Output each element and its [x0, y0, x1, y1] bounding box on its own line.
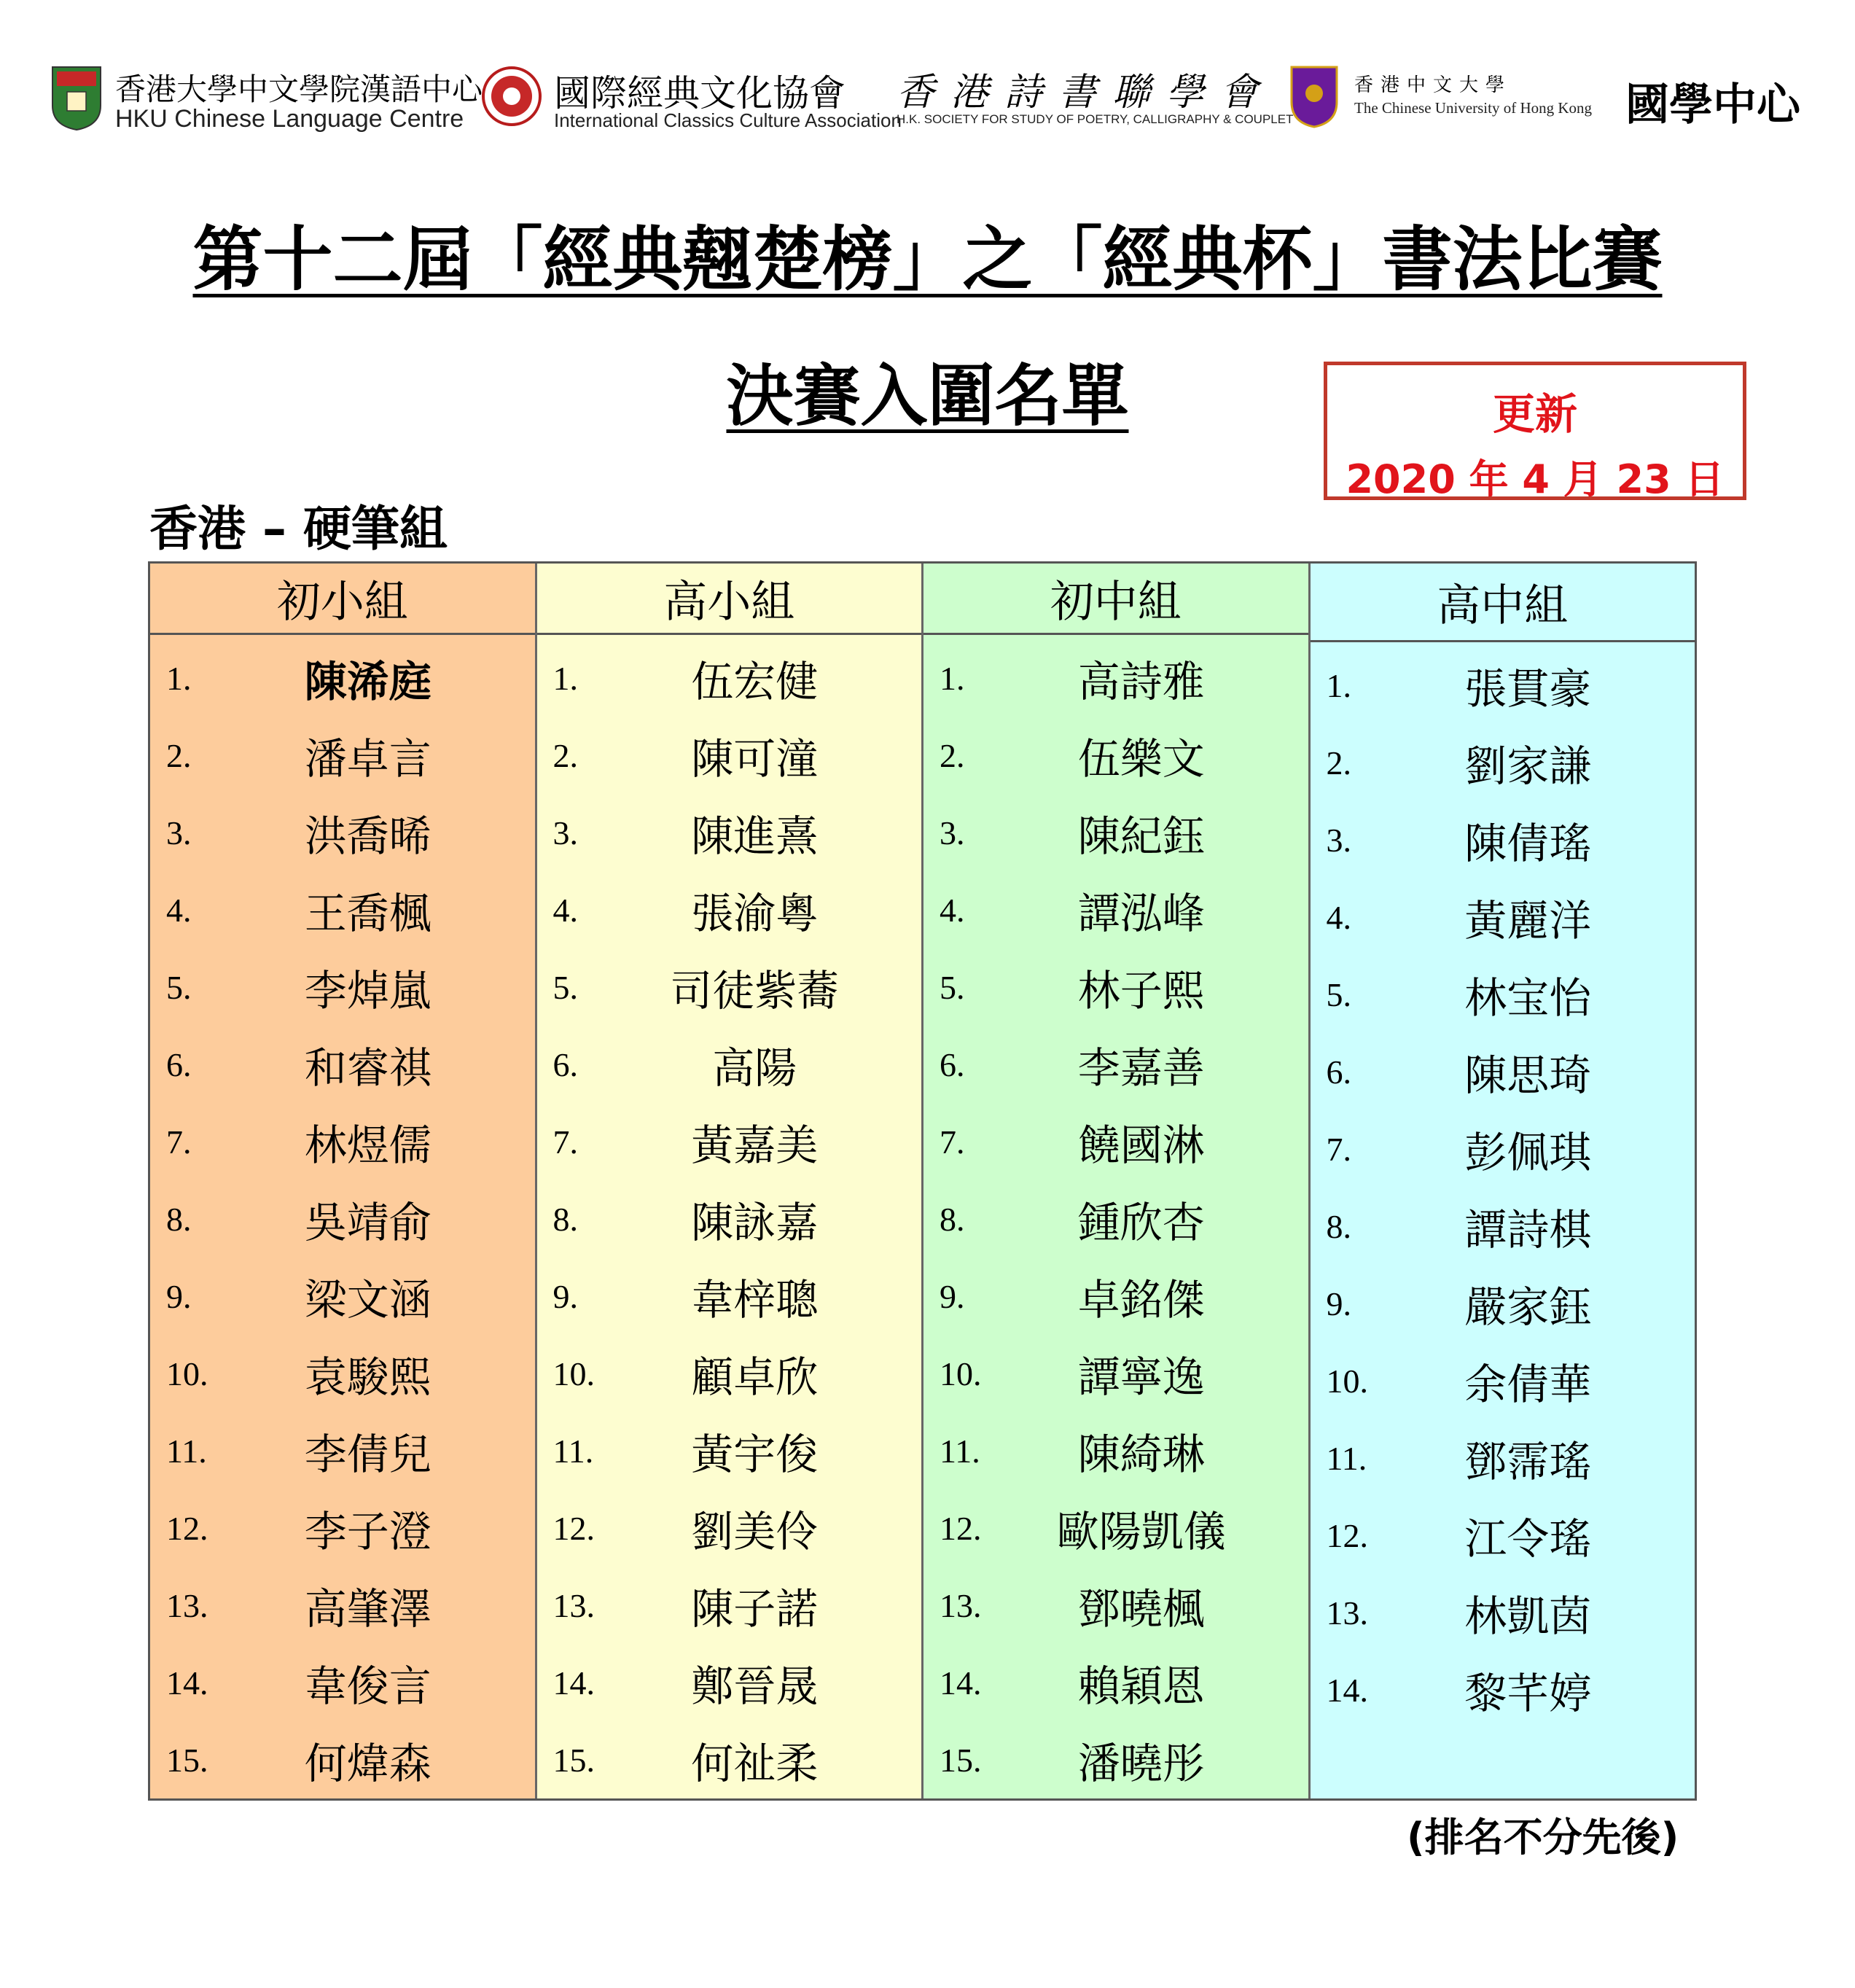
entry-number: 5. [552, 968, 578, 1006]
list-item [537, 1644, 922, 1721]
list-item [1311, 1419, 1695, 1497]
entry-number: 14. [1326, 1671, 1368, 1709]
entry-name: 鄭晉晟 [691, 1661, 819, 1711]
entry-number: 14. [940, 1664, 982, 1702]
entry-name: 林子熙 [1077, 966, 1205, 1016]
entry-name: 譚寧逸 [1077, 1352, 1205, 1402]
section-heading: 香港 – 硬筆組 [149, 501, 448, 557]
entry-name: 鄧曉楓 [1077, 1584, 1205, 1634]
entry-number: 1. [1326, 666, 1351, 704]
list-item [923, 717, 1308, 794]
list-item [150, 1567, 535, 1644]
entry-name: 李焯嵐 [304, 966, 431, 1016]
entry-number: 7. [940, 1123, 965, 1161]
entry-number: 13. [166, 1586, 208, 1624]
list-item [1311, 724, 1695, 801]
entry-name: 林煜儒 [304, 1120, 431, 1170]
list-item [150, 1721, 535, 1798]
entry-name: 卓銘傑 [1077, 1275, 1205, 1325]
list-item [537, 794, 922, 871]
list-item [150, 639, 535, 717]
entry-name: 何祉柔 [691, 1739, 819, 1788]
entry-name: 顧卓欣 [691, 1352, 819, 1402]
entry-list [150, 635, 535, 1798]
list-item [537, 639, 922, 717]
entry-number: 14. [552, 1664, 595, 1702]
list-item [1311, 1651, 1695, 1728]
update-notice [1324, 362, 1746, 500]
list-item [1311, 956, 1695, 1033]
list-item [537, 1258, 922, 1335]
entry-name: 高肇澤 [304, 1584, 431, 1634]
entry-name: 陳可潼 [691, 734, 819, 784]
list-item [923, 1026, 1308, 1103]
list-item [150, 1644, 535, 1721]
entry-name: 李嘉善 [1077, 1043, 1205, 1093]
group-column [150, 564, 535, 1798]
entry-number: 12. [166, 1509, 208, 1547]
entry-number: 8. [552, 1200, 578, 1238]
entry-number: 9. [1326, 1285, 1351, 1322]
entry-number: 8. [1326, 1207, 1351, 1245]
entry-number: 4. [940, 891, 965, 929]
poetry-society-en: H.K. SOCIETY FOR STUDY OF POETRY, CALLIGRAPHY & COUPLET [897, 112, 1294, 126]
entry-name: 余倩華 [1464, 1360, 1592, 1409]
entry-name: 潘卓言 [304, 734, 431, 784]
list-item [1311, 1188, 1695, 1265]
entry-name: 歐陽凱儀 [1056, 1507, 1226, 1556]
list-item [1311, 1110, 1695, 1188]
column-header: 初小組 [150, 564, 535, 635]
entry-name: 黃宇俊 [691, 1430, 819, 1479]
entry-number: 11. [940, 1432, 980, 1470]
update-label: 更新 [1492, 389, 1577, 439]
entry-name: 嚴家鈺 [1464, 1282, 1592, 1332]
entry-name: 林凱茵 [1464, 1591, 1592, 1641]
entry-number: 7. [1326, 1130, 1351, 1168]
page-subtitle-text: 決賽入圍名單 [726, 357, 1129, 435]
entry-name: 洪喬晞 [304, 811, 431, 861]
entry-name: 潘曉彤 [1077, 1739, 1205, 1788]
entry-number: 3. [166, 814, 192, 851]
entry-number: 14. [166, 1664, 208, 1702]
entry-number: 13. [1326, 1594, 1368, 1632]
group-column [535, 564, 922, 1798]
poetry-society-zh: 香港詩書聯學會 [897, 71, 1275, 114]
entry-name: 張貫豪 [1464, 664, 1592, 714]
entry-name: 高陽 [712, 1043, 797, 1093]
list-item [537, 1103, 922, 1180]
entry-number: 12. [552, 1509, 595, 1547]
entry-name: 何煒森 [304, 1739, 431, 1788]
list-item [150, 1026, 535, 1103]
list-item [150, 1258, 535, 1335]
entry-name: 韋俊言 [304, 1661, 431, 1711]
list-item [150, 1489, 535, 1567]
entry-list [537, 635, 922, 1798]
hku-clc-en: HKU Chinese Language Centre [115, 105, 464, 133]
entry-number: 8. [166, 1200, 192, 1238]
list-item [150, 871, 535, 948]
list-item [1311, 1342, 1695, 1419]
icca-zh: 國際經典文化協會 [554, 72, 846, 114]
entry-number: 3. [940, 814, 965, 851]
entry-name: 陳子諾 [691, 1584, 819, 1634]
entry-number: 11. [166, 1432, 207, 1470]
list-item [923, 1489, 1308, 1567]
entry-number: 3. [1326, 821, 1351, 859]
icca-en: International Classics Culture Association [554, 109, 902, 131]
entry-name: 陳浠庭 [304, 657, 431, 706]
entry-number: 6. [1326, 1053, 1351, 1091]
entry-name: 江令瑤 [1464, 1514, 1592, 1564]
list-item [150, 717, 535, 794]
entry-number: 5. [166, 968, 192, 1006]
list-item [923, 1103, 1308, 1180]
entry-number: 1. [552, 659, 578, 697]
entry-name: 韋梓聰 [691, 1275, 819, 1325]
guoxue-centre-zh: 國學中心 [1625, 79, 1800, 130]
entry-name: 和睿祺 [304, 1043, 431, 1093]
entry-number: 6. [940, 1045, 965, 1083]
list-item [537, 1412, 922, 1489]
entry-number: 1. [940, 659, 965, 697]
list-item [923, 639, 1308, 717]
entry-number: 2. [940, 736, 965, 774]
entry-number: 7. [166, 1123, 192, 1161]
finalists-table [148, 561, 1697, 1801]
list-item [1311, 801, 1695, 878]
entry-name: 彭佩琪 [1464, 1128, 1592, 1177]
list-item [150, 1335, 535, 1412]
list-item [923, 794, 1308, 871]
entry-number: 2. [552, 736, 578, 774]
list-item [537, 1026, 922, 1103]
entry-number: 13. [940, 1586, 982, 1624]
list-item [537, 1721, 922, 1798]
group-column [921, 564, 1308, 1798]
hku-crest-icon [51, 66, 102, 131]
list-item [537, 1567, 922, 1644]
list-item [150, 1180, 535, 1258]
entry-number: 9. [940, 1277, 965, 1315]
entry-name: 譚詩棋 [1464, 1205, 1592, 1255]
entry-number: 15. [940, 1741, 982, 1779]
list-item [150, 1103, 535, 1180]
entry-name: 吳靖俞 [304, 1198, 431, 1247]
entry-name: 陳倩瑤 [1464, 819, 1592, 868]
entry-number: 6. [166, 1045, 192, 1083]
cuhk-logo [1290, 51, 1669, 160]
list-item [923, 948, 1308, 1026]
entry-number: 10. [1326, 1362, 1368, 1400]
list-item [150, 794, 535, 871]
entry-name: 陳進熹 [691, 811, 819, 861]
entry-name: 司徒紫蕎 [670, 966, 840, 1016]
list-item [923, 1644, 1308, 1721]
entry-name: 賴穎恩 [1077, 1661, 1205, 1711]
entry-name: 高詩雅 [1077, 657, 1205, 706]
entry-name: 譚泓峰 [1077, 889, 1205, 938]
entry-number: 4. [552, 891, 578, 929]
icca-seal-icon [481, 66, 542, 127]
list-item [923, 1335, 1308, 1412]
ranking-note: (排名不分先後) [1407, 1814, 1679, 1860]
entry-number: 8. [940, 1200, 965, 1238]
list-item [150, 948, 535, 1026]
list-item [923, 1180, 1308, 1258]
group-column [1308, 564, 1695, 1798]
entry-name: 張渝粵 [691, 889, 819, 938]
entry-number: 12. [1326, 1516, 1368, 1554]
hk-poetry-society-logo [897, 51, 1294, 160]
list-item [923, 1567, 1308, 1644]
page-title [0, 204, 1855, 304]
list-item [1311, 647, 1695, 724]
list-item [1311, 1033, 1695, 1110]
entry-number: 15. [166, 1741, 208, 1779]
list-item [923, 1258, 1308, 1335]
entry-name: 伍樂文 [1077, 734, 1205, 784]
entry-number: 13. [552, 1586, 595, 1624]
list-item [1311, 1497, 1695, 1574]
entry-name: 李子澄 [304, 1507, 431, 1556]
entry-name: 劉家謙 [1464, 741, 1592, 791]
entry-number: 5. [1326, 975, 1351, 1013]
entry-name: 陳紀鈺 [1077, 811, 1205, 861]
entry-name: 陳詠嘉 [691, 1198, 819, 1247]
entry-number: 9. [552, 1277, 578, 1315]
entry-number: 11. [1326, 1439, 1367, 1477]
entry-number: 6. [552, 1045, 578, 1083]
list-item [1311, 1265, 1695, 1342]
entry-number: 3. [552, 814, 578, 851]
list-item [923, 1412, 1308, 1489]
cuhk-crest-icon [1290, 66, 1338, 128]
entry-number: 4. [1326, 898, 1351, 936]
logo-bar [51, 51, 1815, 160]
list-item [537, 948, 922, 1026]
icca-logo [481, 51, 902, 160]
list-item [923, 1721, 1308, 1798]
entry-name: 鍾欣杏 [1077, 1198, 1205, 1247]
list-item [537, 717, 922, 794]
list-item [150, 1412, 535, 1489]
entry-name: 黃麗洋 [1464, 896, 1592, 946]
entry-name: 王喬楓 [304, 889, 431, 938]
entry-number: 2. [166, 736, 192, 774]
list-item [1311, 1574, 1695, 1651]
cuhk-en: The Chinese University of Hong Kong [1354, 99, 1593, 117]
update-date: 2020 年 4 月 23 日 [1346, 456, 1725, 502]
list-item [1311, 878, 1695, 956]
entry-name: 陳綺琳 [1077, 1430, 1205, 1479]
entry-number: 15. [552, 1741, 595, 1779]
list-item [537, 1489, 922, 1567]
entry-number: 5. [940, 968, 965, 1006]
entry-name: 黃嘉美 [691, 1120, 819, 1170]
entry-number: 10. [940, 1354, 982, 1392]
entry-list [923, 635, 1308, 1798]
entry-name: 袁駿熙 [304, 1352, 431, 1402]
hku-clc-logo [51, 51, 483, 160]
list-item [537, 871, 922, 948]
entry-number: 4. [166, 891, 192, 929]
entry-name: 陳思琦 [1464, 1050, 1592, 1100]
entry-name: 饒國淋 [1077, 1120, 1205, 1170]
hku-clc-zh: 香港大學中文學院漢語中心 [115, 71, 483, 107]
list-item [923, 871, 1308, 948]
entry-name: 林宝怡 [1464, 973, 1592, 1023]
entry-number: 12. [940, 1509, 982, 1547]
entry-number: 2. [1326, 744, 1351, 781]
entry-name: 鄧霈瑤 [1464, 1437, 1592, 1486]
entry-name: 李倩兒 [304, 1430, 431, 1479]
entry-number: 10. [552, 1354, 595, 1392]
entry-name: 伍宏健 [691, 657, 819, 706]
entry-number: 11. [552, 1432, 594, 1470]
entry-number: 10. [166, 1354, 208, 1392]
column-header: 高小組 [537, 564, 922, 635]
entry-number: 7. [552, 1123, 578, 1161]
column-header: 高中組 [1311, 564, 1695, 642]
entry-list [1311, 642, 1695, 1798]
entry-number: 1. [166, 659, 192, 697]
column-header: 初中組 [923, 564, 1308, 635]
entry-name: 梁文涵 [304, 1275, 431, 1325]
guoxue-centre-logo [1625, 51, 1815, 160]
cuhk-zh: 香港中文大學 [1354, 74, 1512, 96]
entry-number: 9. [166, 1277, 192, 1315]
entry-name: 劉美伶 [691, 1507, 819, 1556]
list-item [537, 1335, 922, 1412]
entry-name: 黎芊婷 [1464, 1669, 1592, 1718]
list-item [537, 1180, 922, 1258]
page-title-text: 第十二屆「經典翹楚榜」之「經典杯」書法比賽 [192, 219, 1663, 300]
